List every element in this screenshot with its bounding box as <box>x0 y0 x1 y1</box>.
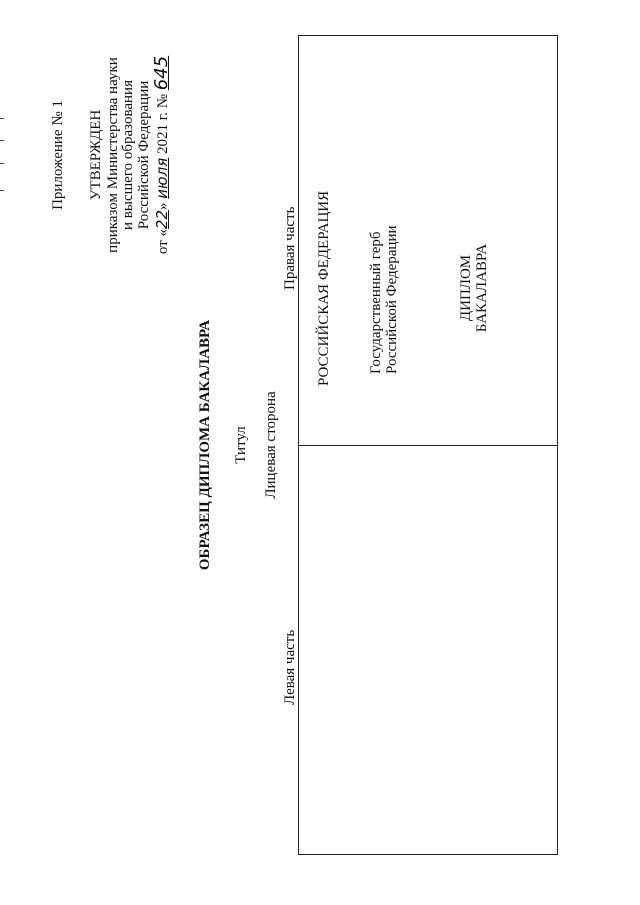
emblem-line-2: Российской Федерации <box>384 225 400 374</box>
order-line-3: Российской Федерации <box>136 80 152 230</box>
order-line-1: приказом Министерства науки <box>105 57 121 253</box>
front-side-label: Лицевая сторона <box>263 391 279 499</box>
approved-label: УТВЕРЖДЕН <box>88 109 104 201</box>
center-divider <box>299 445 557 446</box>
left-part-label: Левая часть <box>282 629 298 705</box>
date-mid: » <box>155 198 171 210</box>
document-title: ОБРАЗЕЦ ДИПЛОМА БАКАЛАВРА <box>197 319 213 571</box>
order-line-2: и высшего образования <box>120 80 136 230</box>
order-date-line <box>151 20 172 290</box>
scan-edge-marks <box>0 0 6 640</box>
date-year: 2021 г. № <box>155 90 171 158</box>
date-day: 22 <box>153 209 171 230</box>
right-part-label: Правая часть <box>282 206 298 290</box>
subtitle: Титул <box>233 426 249 464</box>
date-prefix: от « <box>155 229 171 255</box>
emblem-line-1: Государственный герб <box>368 231 384 374</box>
diploma-line-2: БАКАЛАВРА <box>474 243 490 333</box>
order-number: 645 <box>151 55 172 91</box>
date-month: июля <box>153 157 171 199</box>
country-label: РОССИЙСКАЯ ФЕДЕРАЦИЯ <box>316 190 332 386</box>
diploma-frame <box>298 35 558 855</box>
diploma-line-1: ДИПЛОМ <box>458 254 474 322</box>
appendix-label: Приложение № 1 <box>50 100 66 210</box>
